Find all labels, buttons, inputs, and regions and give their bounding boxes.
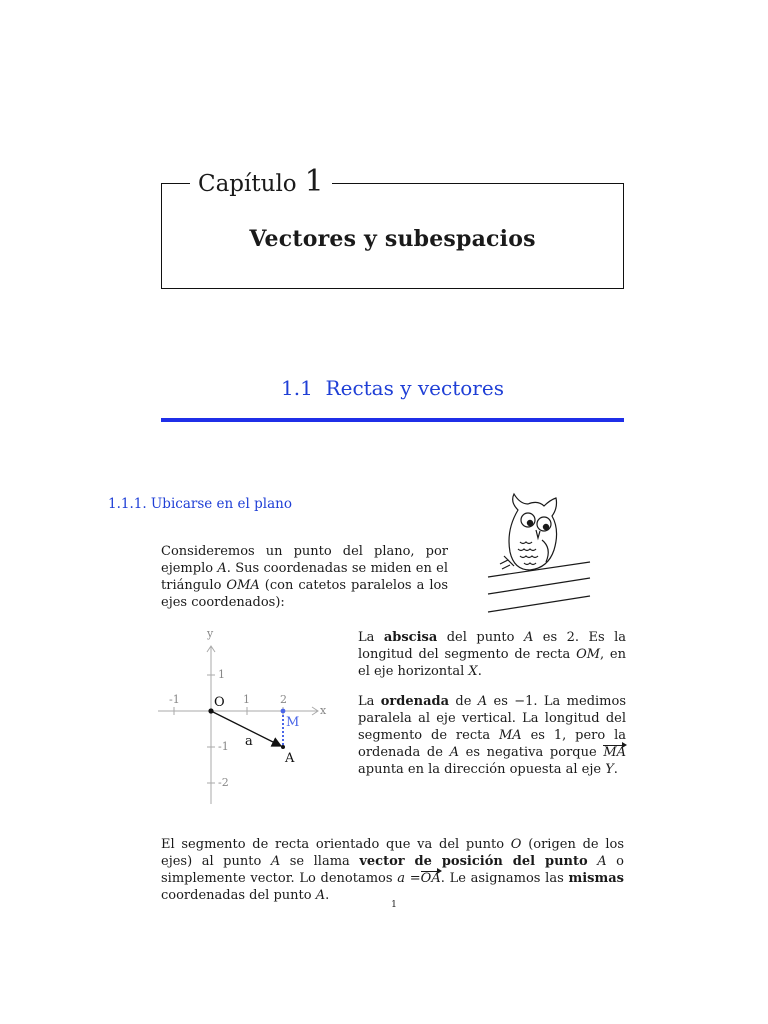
coordinate-figure (150, 622, 340, 812)
point-M-dot (281, 709, 286, 714)
chapter-word: Capítulo (198, 171, 297, 197)
abscisa-paragraph: La abscisa del punto A es 2. Es la longitud del segmento de recta OM, en el eje horizontal X. (358, 630, 627, 679)
tick-label-y-neg1: -1 (218, 740, 229, 753)
chapter-header-box (161, 164, 624, 289)
point-A-dot (281, 745, 285, 749)
owl-icon (480, 490, 600, 620)
page-number: 1 (391, 900, 397, 910)
section-number: 1.1 (281, 376, 313, 400)
ordenada-paragraph: La ordenada de A es −1. La medimos paralela al eje vertical. La longitud del segmento de recta MA es 1, pero la ordenada de A es negativa porque MA apunta en la dirección opuesta al eje Y. (358, 694, 627, 777)
origin-dot (208, 708, 213, 713)
section-rule (161, 418, 624, 422)
vector-OA: OA (420, 871, 441, 886)
subsection-title: 1.1.1. Ubicarse en el plano (108, 496, 292, 512)
tick-label-x-neg1: -1 (169, 693, 180, 706)
intro-paragraph: Consideremos un punto del plano, por ejemplo A. Sus coordenadas se miden en el triángulo OMA (con catetos paralelos a los ejes coordenados): (161, 544, 449, 610)
tick-label-y-neg2: -2 (218, 776, 229, 789)
vector-MA: MA (603, 745, 627, 760)
chapter-title: Vectores y subespacios (249, 226, 536, 252)
triangle-OMA: OMA (226, 578, 260, 593)
term-ordenada: ordenada (380, 694, 450, 709)
point-A: A (217, 561, 227, 576)
origin-label: O (214, 695, 225, 710)
section-title (161, 376, 624, 400)
y-axis-label: y (207, 627, 214, 640)
section-title-text: Rectas y vectores (325, 376, 504, 400)
tick-label-y-1: 1 (218, 668, 225, 681)
term-mismas: mismas (568, 871, 624, 886)
chapter-number: 1 (304, 164, 324, 199)
tick-label-x-2: 2 (280, 693, 287, 706)
tick-label-x-1: 1 (243, 693, 250, 706)
vector-definition-paragraph: El segmento de recta orientado que va del punto O (origen de los ejes) al punto A se llama vector de posición del punto A o simplemente vector. Lo denotamos a =OA. Le asignamos las mismas coordenadas del punto A. (161, 837, 624, 903)
x-axis-label: x (320, 704, 327, 717)
term-abscisa: abscisa (383, 630, 438, 645)
point-A-label: A (285, 751, 295, 766)
vector-a-label: a (245, 734, 253, 749)
point-M-label: M (286, 715, 300, 730)
chapter-label (190, 164, 332, 199)
term-vector-posicion: vector de posición del punto (359, 854, 588, 869)
